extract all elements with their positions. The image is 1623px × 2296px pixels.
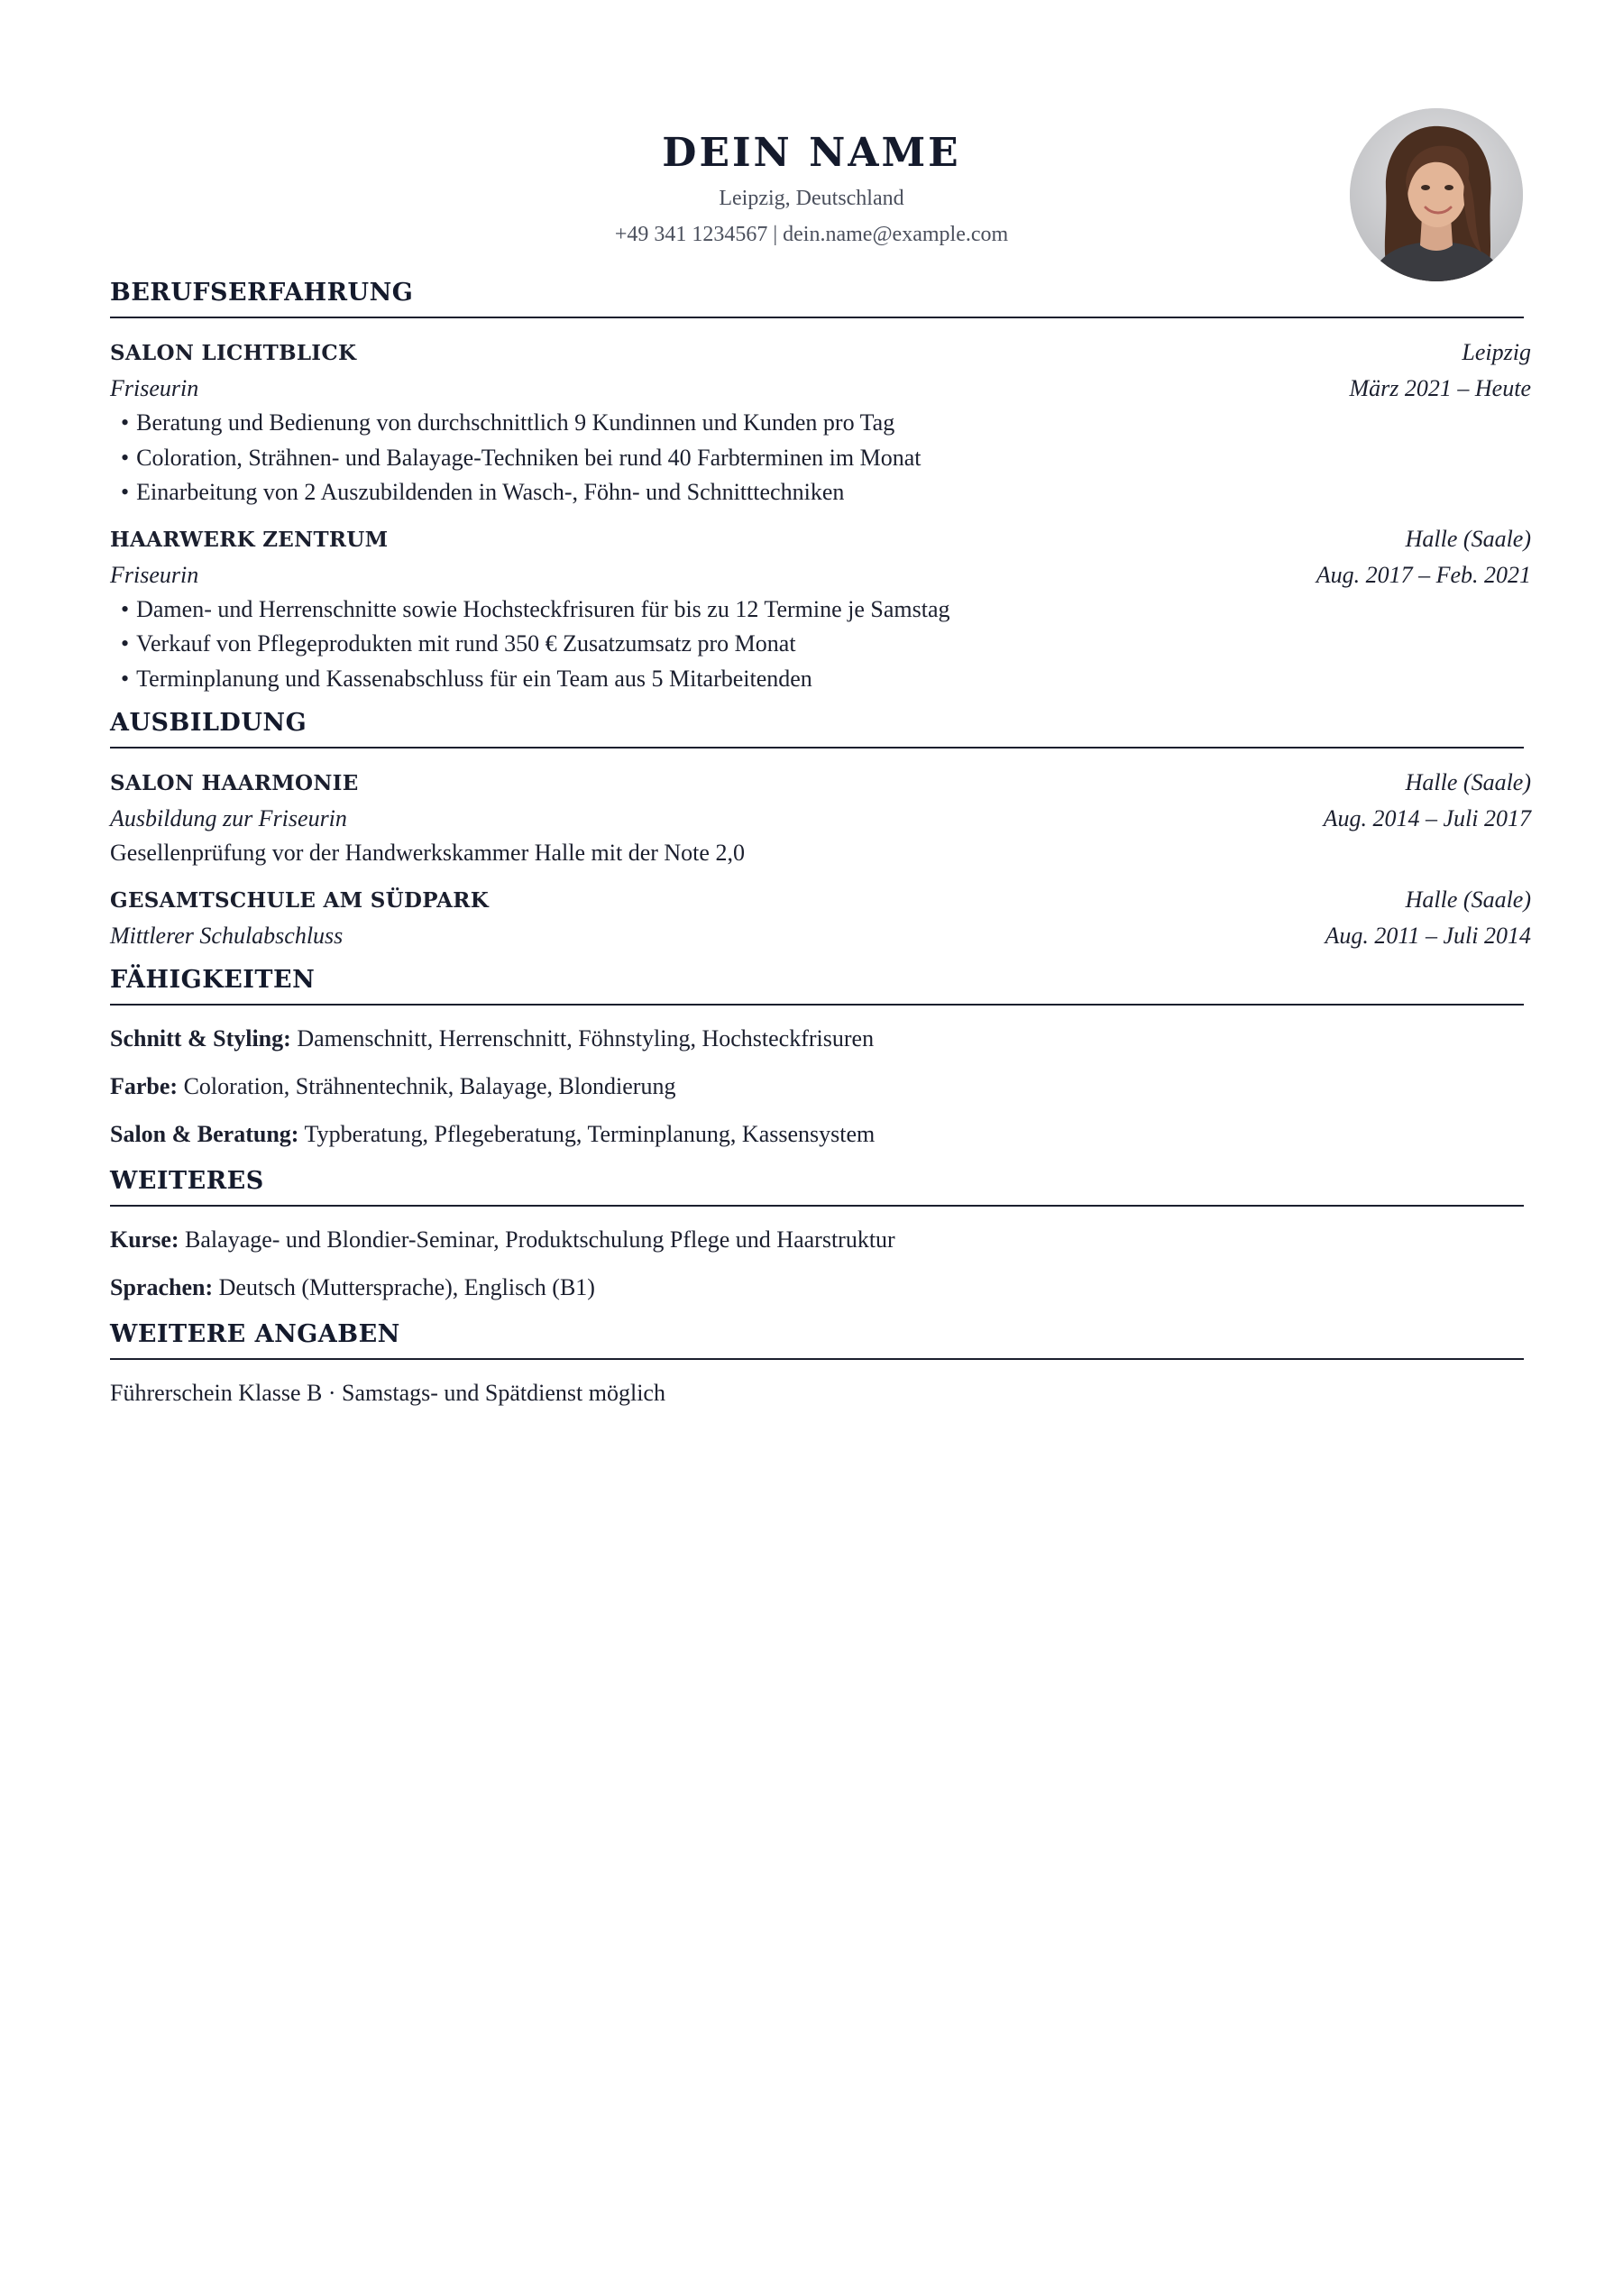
candidate-name: DEIN NAME: [662, 130, 961, 176]
entry-dates: Aug. 2014 – Juli 2017: [1323, 805, 1531, 831]
section-skills: [110, 964, 1524, 1152]
additional-text: Führerschein Klasse B · Samstags- und Spätdienst möglich: [110, 1379, 665, 1406]
entry-location: Halle (Saale): [1405, 886, 1531, 913]
entry-dates: März 2021 – Heute: [1349, 375, 1531, 401]
entry-organization: SALON LICHTBLICK: [110, 341, 357, 365]
section-title-more: WEITERES: [110, 1165, 1524, 1207]
candidate-location: Leipzig, Deutschland: [719, 187, 904, 210]
experience-entry: [110, 335, 1531, 510]
more-label: Sprachen:: [110, 1273, 214, 1300]
bullet-item: • Einarbeitung von 2 Auszubildenden in Wasch-, Föhn- und Schnitttechniken: [110, 475, 1524, 510]
entry-location: Leipzig: [1462, 339, 1531, 365]
skill-line: [110, 1070, 1524, 1104]
entry-organization: GESAMTSCHULE AM SÜDPARK: [110, 887, 490, 913]
skill-value: Damenschnitt, Herrenschnitt, Föhnstyling, Hochsteckfrisuren: [290, 1024, 875, 1052]
bullet-item: • Coloration, Strähnen- und Balayage-Techniken bei rund 40 Farbterminen im Monat: [110, 441, 1524, 476]
entry-role: Ausbildung zur Friseurin: [110, 805, 347, 831]
skill-value: Coloration, Strähnentechnik, Balayage, Blondierung: [178, 1072, 676, 1099]
section-title-education: AUSBILDUNG: [110, 707, 1524, 748]
entry-organization: SALON HAARMONIE: [110, 771, 359, 795]
section-more: [110, 1165, 1524, 1305]
skill-label: Schnitt & Styling:: [110, 1024, 291, 1052]
candidate-contact: +49 341 1234567 | dein.name@example.com: [614, 223, 1009, 246]
entry-dates: Aug. 2017 – Feb. 2021: [1316, 561, 1531, 588]
section-title-experience: BERUFSERFAHRUNG: [110, 277, 1524, 318]
more-line: [110, 1223, 1524, 1257]
portrait-image: [1350, 108, 1523, 281]
entry-dates: Aug. 2011 – Juli 2014: [1325, 922, 1531, 949]
bullet-item: • Terminplanung und Kassenabschluss für ein Team aus 5 Mitarbeitenden: [110, 662, 1524, 697]
skill-label: Salon & Beratung:: [110, 1120, 299, 1147]
bullet-item: • Damen- und Herrenschnitte sowie Hochsteckfrisuren für bis zu 12 Termine je Samstag: [110, 592, 1524, 628]
skill-label: Farbe:: [110, 1072, 179, 1099]
skill-line: [110, 1022, 1524, 1056]
entry-organization: HAARWERK ZENTRUM: [110, 527, 389, 552]
bullet-item: • Verkauf von Pflegeprodukten mit rund 350 € Zusatzumsatz pro Monat: [110, 627, 1524, 662]
entry-note: Gesellenprüfung vor der Handwerkskammer Halle mit der Note 2,0: [110, 840, 745, 866]
education-entry: [110, 882, 1531, 953]
entry-role: Mittlerer Schulabschluss: [110, 922, 344, 949]
entry-location: Halle (Saale): [1405, 769, 1531, 795]
section-additional: [110, 1318, 1524, 1411]
section-experience: [110, 277, 1531, 696]
resume-body: [110, 277, 1531, 1419]
more-label: Kurse:: [110, 1226, 179, 1253]
section-title-additional: WEITERE ANGABEN: [110, 1318, 1524, 1360]
entry-bullets: [110, 406, 1524, 510]
section-title-skills: FÄHIGKEITEN: [110, 964, 1524, 1006]
entry-role: Friseurin: [110, 375, 199, 401]
experience-entry: [110, 521, 1531, 697]
entry-role: Friseurin: [110, 561, 199, 588]
entry-bullets: [110, 592, 1524, 697]
skill-value: Typberatung, Pflegeberatung, Terminplanung, Kassensystem: [298, 1120, 876, 1147]
entry-location: Halle (Saale): [1405, 525, 1531, 552]
skill-line: [110, 1117, 1524, 1152]
bullet-item: • Beratung und Bedienung von durchschnittlich 9 Kundinnen und Kunden pro Tag: [110, 406, 1524, 441]
more-value: Balayage- und Blondier-Seminar, Produktschulung Pflege und Haarstruktur: [179, 1226, 895, 1253]
education-entry: [110, 765, 1531, 871]
profile-photo: [1350, 108, 1523, 281]
more-line: [110, 1271, 1524, 1305]
more-value: Deutsch (Muttersprache), Englisch (B1): [213, 1273, 595, 1300]
section-education: [110, 707, 1531, 953]
